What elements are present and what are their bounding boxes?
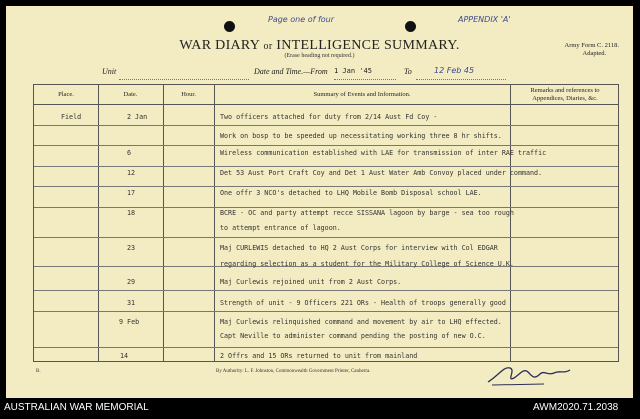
- row-date: 12: [127, 169, 136, 177]
- row-rule: [34, 311, 618, 312]
- date-from-rule: [334, 79, 396, 80]
- unit-label: Unit: [102, 67, 117, 76]
- col-divider-place: [98, 85, 99, 361]
- row-date: 23: [127, 244, 136, 252]
- row-rule: [34, 145, 618, 146]
- row-summary: 2 Offrs and 15 ORs returned to unit from mainland: [220, 352, 418, 360]
- form-mark: B.: [36, 369, 41, 374]
- date-to-value: 12 Feb 45: [434, 66, 475, 75]
- header-place: Place.: [58, 91, 74, 98]
- page-title: [6, 38, 633, 54]
- row-date: 31: [127, 299, 136, 307]
- col-divider-hour: [214, 85, 215, 361]
- form-status: Adapted.: [582, 50, 607, 57]
- row-date: 2 Jan: [127, 113, 148, 121]
- date-label: Date and Time.—From: [254, 67, 328, 76]
- row-place: Field: [61, 113, 82, 121]
- header-summary: Summary of Events and Information.: [313, 91, 411, 98]
- col-divider-date: [163, 85, 164, 361]
- row-rule: [34, 166, 618, 167]
- date-to-rule: [416, 79, 506, 80]
- form-number: [565, 42, 619, 58]
- row-summary: BCRE - OC and party attempt recce SISSANA lagoon by barge - sea too rough: [220, 209, 514, 217]
- header-date: Date.: [123, 91, 138, 98]
- title-subtitle: (Erase heading not required.): [284, 53, 355, 59]
- title-war-diary: WAR DIARY: [179, 38, 260, 53]
- row-date: 14: [120, 352, 129, 360]
- printer-credit: By Authority: L. F. Johnston, Commonwealth Government Printer, Canberra.: [216, 369, 371, 374]
- row-rule: [34, 347, 618, 348]
- diary-sheet: [6, 6, 633, 398]
- punch-hole-left: [224, 21, 235, 32]
- row-summary: One offr 3 NCO's detached to LHQ Mobile Bomb Disposal school LAE.: [220, 189, 482, 197]
- row-date: 18: [127, 209, 136, 217]
- row-rule: [34, 125, 618, 126]
- row-summary: Work on bosp to be speeded up necessitating working three 8 hr shifts.: [220, 132, 502, 140]
- row-summary: Det 53 Aust Port Craft Coy and Det 1 Aust Water Amb Convoy placed under command.: [220, 169, 543, 177]
- diary-table: [33, 84, 619, 362]
- col-divider-summary: [510, 85, 511, 361]
- row-date: 9 Feb: [119, 318, 140, 326]
- punch-hole-right: [405, 21, 416, 32]
- row-summary: Maj CURLEWIS detached to HQ 2 Aust Corps for interview with Col EDGAR: [220, 244, 498, 252]
- header-remarks: Remarks and references to Appendices, Diaries, &c.: [530, 87, 600, 102]
- archive-caption-right: AWM2020.71.2038: [533, 402, 619, 413]
- row-summary: Maj Curlewis rejoined unit from 2 Aust Corps.: [220, 278, 402, 286]
- row-rule: [34, 237, 618, 238]
- title-or: or: [263, 41, 273, 52]
- row-summary: to attempt entrance of lagoon.: [220, 224, 341, 232]
- row-date: 17: [127, 189, 136, 197]
- row-summary: Two officers attached for duty from 2/14 Aust Fd Coy -: [220, 113, 438, 121]
- form-number-text: Army Form C. 2118.: [564, 42, 619, 49]
- row-rule: [34, 207, 618, 208]
- appendix-note: APPENDIX 'A': [458, 15, 511, 24]
- unit-rule: [119, 79, 249, 80]
- header-rule: [34, 104, 618, 105]
- date-to-label: To: [404, 67, 412, 76]
- header-hour: Hour.: [181, 91, 196, 98]
- archive-caption-left: AUSTRALIAN WAR MEMORIAL: [4, 402, 149, 413]
- page-note: Page one of four: [268, 15, 335, 24]
- row-summary: Strength of unit - 9 Officers 221 ORs - Health of troops generally good: [220, 299, 506, 307]
- signature-image: [484, 358, 574, 388]
- row-date: 6: [127, 149, 132, 157]
- row-summary: Wireless communication established with LAE for transmission of inter RAE traffic: [220, 149, 547, 157]
- row-rule: [34, 290, 618, 291]
- row-rule: [34, 186, 618, 187]
- row-summary: Capt Neville to administer command pending the posting of new O.C.: [220, 332, 486, 340]
- title-intelligence-summary: INTELLIGENCE SUMMARY.: [276, 38, 460, 53]
- row-summary: regarding selection as a student for the Military College of Science U.K.: [220, 260, 514, 268]
- row-summary: Maj Curlewis relinquished command and movement by air to LHQ effected.: [220, 318, 502, 326]
- row-date: 29: [127, 278, 136, 286]
- date-from-value: 1 Jan '45: [334, 67, 372, 75]
